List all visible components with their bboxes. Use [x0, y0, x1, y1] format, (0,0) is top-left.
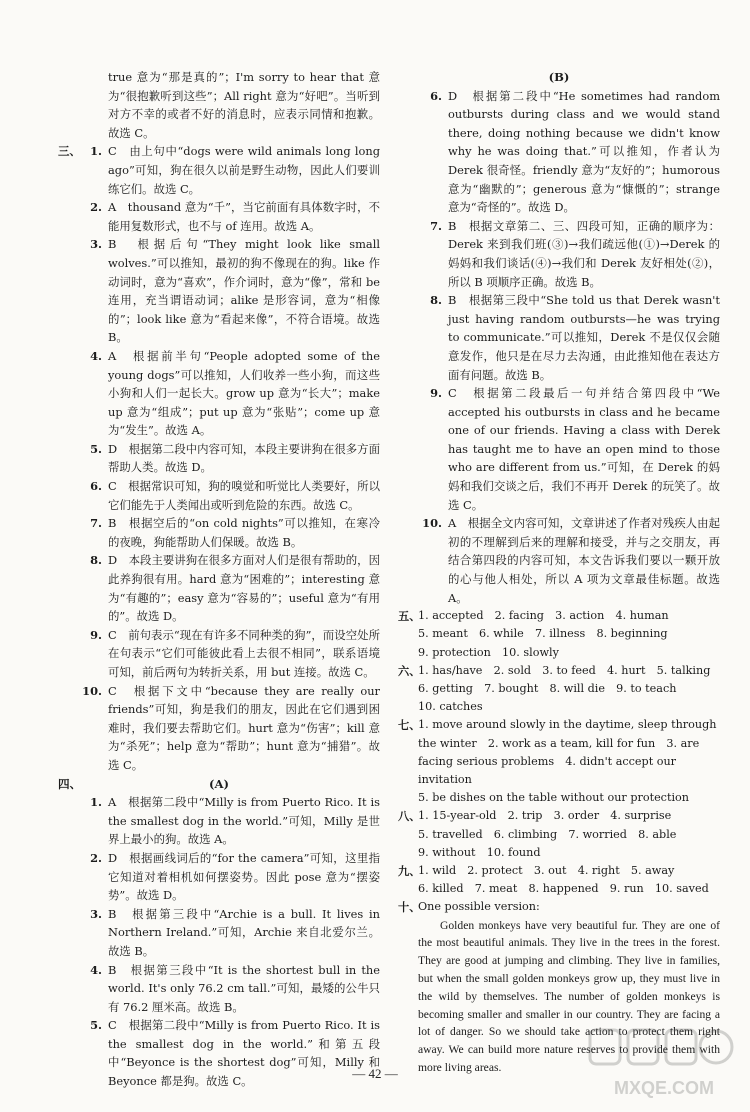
answer-text: C 根据常识可知，狗的嗅觉和听觉比人类要好，所以它们能先于人类闻出或听到危险的东西。故选 C。	[108, 479, 380, 512]
answer-item	[58, 235, 380, 347]
question-number: 5.	[90, 1018, 102, 1033]
passage-label: (B)	[548, 70, 570, 84]
section-number: 三、	[58, 144, 81, 159]
answer-line	[398, 862, 720, 880]
section-number: 九、	[398, 864, 421, 879]
section-number: 十、	[398, 900, 421, 915]
answer-line-text: 10. catches	[418, 700, 483, 714]
answer-line	[398, 789, 720, 807]
answer-line	[398, 753, 720, 789]
answer-text: B 根据第三段中“Archie is a bull. It lives in Northern Ireland.”可知，Archie 来自北爱尔兰。故选 B。	[108, 906, 380, 958]
answer-line-text: 9. without 10. found	[418, 845, 541, 859]
answer-line-text: 1. move around slowly in the daytime, sleep through	[418, 718, 717, 732]
question-number: 9.	[430, 386, 442, 401]
answer-line	[398, 607, 720, 625]
answer-text: C 前句表示“现在有许多不同种类的狗”，而设空处所在句表示“它们可能彼此看上去很不相同”，联系语境可知，前后两句为转折关系，用 but 连接。故选 C。	[108, 627, 380, 679]
section-number: 四、	[58, 776, 82, 791]
passage-heading	[58, 775, 380, 794]
answer-item	[58, 793, 380, 849]
question-number: 1.	[90, 144, 102, 159]
watermark-logo	[584, 1024, 744, 1104]
answer-item	[398, 514, 720, 607]
answer-line	[398, 698, 720, 716]
question-number: 5.	[90, 441, 102, 456]
question-number: 2.	[90, 850, 102, 865]
passage-label: (A)	[209, 776, 229, 791]
answer-line-text: 5. be dishes on the table without our protection	[418, 791, 689, 805]
question-number: 6.	[430, 88, 442, 103]
section-number: 七、	[398, 718, 421, 733]
answer-item	[58, 477, 380, 514]
answer-item	[58, 961, 380, 1017]
passage-heading	[398, 68, 720, 87]
section-number: 六、	[398, 663, 421, 678]
answer-text: B 根据空后的“on cold nights”可以推知，在寒冷的夜晚，狗能帮助人们保暖。故选 B。	[108, 516, 380, 549]
answer-line	[398, 644, 720, 662]
answer-item	[58, 347, 380, 440]
section-number: 五、	[398, 609, 421, 624]
answer-text: D 根据第二段中“He sometimes had random outbursts during class and we would stand there, doing nothing because we didn't know why he was doing that.”可以推知，作者认为 Derek 很奇怪。friendly 意为“友好的”；humorous 意为“幽默的”；generous 意为“慷慨的”；strange 意为“奇怪的”。故选 D。	[448, 88, 720, 215]
sample-essay: Golden monkeys have very beautiful fur. They are one of the most beautiful animals. They live in the trees in the forest. They are good at jumping and climbing. They live in families, but when the small golden monkeys grow up, they must live in the wild by themselves. The number of golden monkeys is becoming smaller and smaller in our country. They are facing a lot of danger. So we should take action to protect them right away. We can build more nature reserves to provide them with more living areas.	[418, 918, 720, 1075]
answer-line-text: 1. accepted 2. facing 3. action 4. human	[418, 609, 669, 623]
answer-line	[398, 735, 720, 753]
answer-item	[398, 384, 720, 514]
answer-text: C 根据第二段中“Milly is from Puerto Rico. It is the smallest dog in the world.”和第五段中“Beyonce is the shortest dog”可知，Milly 和 Beyonce 都是狗。故选 C。	[108, 1018, 380, 1089]
answer-line	[398, 716, 720, 734]
answer-item	[58, 682, 380, 775]
answer-text: D 根据画线词后的“for the camera”可知，这里指它知道对着相机如何摆姿势。因此 pose 意为“摆姿势”。故选 D。	[108, 850, 380, 903]
answer-line	[398, 844, 720, 862]
answer-line	[398, 662, 720, 680]
question-number: 1.	[90, 795, 102, 810]
answer-line	[398, 898, 720, 916]
answer-text: B 根据文章第二、三、四段可知，正确的顺序为：Derek 来到我们班(③)→我们疏远他(①)→Derek 的妈妈和我们谈话(④)→我们和 Derek 友好相处(②)，所以 B 项顺序正确。故选 B。	[448, 218, 720, 289]
answer-text: B 根据第三段中“It is the shortest bull in the world. It's only 76.2 cm tall.”可知，最矮的公牛只有 76.2 厘米高。故选 B。	[108, 962, 380, 1014]
left-column	[58, 68, 380, 1091]
section-number: 八、	[398, 809, 421, 824]
answer-text: A 根据全文内容可知，文章讲述了作者对残疾人由起初的不理解到后来的理解和接受，并与之交朋友，再结合第四段的内容可知，本文告诉我们要以一颗开放的心与他人相处，所以 A 项为文章最佳标题。故选 A。	[448, 516, 720, 605]
answer-item	[398, 87, 720, 217]
answer-text: D 根据第二段中内容可知，本段主要讲狗在很多方面帮助人类。故选 D。	[108, 441, 380, 475]
answer-line-text: 1. has/have 2. sold 3. to feed 4. hurt 5. talking	[418, 663, 711, 677]
watermark-url: MXQE.COM	[613, 1078, 715, 1098]
answer-item	[58, 849, 380, 905]
answer-line-text: One possible version:	[418, 900, 540, 914]
answer-line-text: 1. 15-year-old 2. trip 3. order 4. surprise	[418, 809, 672, 823]
answer-item	[58, 68, 380, 142]
right-column	[398, 68, 720, 1077]
question-number: 3.	[90, 906, 102, 921]
answer-item	[58, 551, 380, 625]
answer-text: B 根据后句“They might look like small wolves.”可以推知，最初的狗不像现在的狗。like 作动词时，意为“喜欢”，作介词时，意为“像”，常和 be 连用，充当谓语动词；alike 是形容词，意为“相像的”；look like 意为“看起来像”，不符合语境。故选 B。	[108, 237, 380, 345]
answer-line	[398, 625, 720, 643]
answer-text: A 根据第二段中“Milly is from Puerto Rico. It is the smallest dog in the world.”可知，Milly 是世界上最小的狗。故选 A。	[108, 795, 380, 847]
answer-item	[58, 905, 380, 961]
answer-line	[398, 880, 720, 898]
answer-line-text: 6. getting 7. bought 8. will die 9. to teach	[418, 682, 677, 696]
page-number: — 42 —	[352, 1066, 398, 1081]
answer-line-text: 6. killed 7. meat 8. happened 9. run 10. saved	[418, 882, 709, 896]
question-number: 7.	[90, 516, 102, 531]
answer-text: A thousand 意为“千”，当它前面有具体数字时，不能用复数形式，也不与 of 连用。故选 A。	[108, 200, 380, 233]
answer-text: C 由上句中“dogs were wild animals long long ago”可知，狗在很久以前是野生动物，因此人们要训练它们。故选 C。	[108, 144, 380, 196]
answer-line-text: 9. protection 10. slowly	[418, 645, 559, 659]
answer-item	[58, 198, 380, 235]
answer-item	[398, 217, 720, 291]
question-number: 10.	[82, 683, 102, 698]
question-number: 3.	[90, 237, 102, 252]
answer-line-text: 5. meant 6. while 7. illness 8. beginning	[418, 627, 668, 641]
answer-item	[58, 514, 380, 551]
answer-line-text: 5. travelled 6. climbing 7. worried 8. able	[418, 827, 677, 841]
answer-line	[398, 807, 720, 825]
answer-text: D 本段主要讲狗在很多方面对人们是很有帮助的，因此养狗很有用。hard 意为“困难的”；interesting 意为“有趣的”；easy 意为“容易的”；useful 意为“有用的”。故选 D。	[108, 553, 380, 624]
question-number: 6.	[90, 479, 102, 494]
answer-item	[58, 440, 380, 477]
answer-item	[398, 291, 720, 384]
answer-line-text: 1. wild 2. protect 3. out 4. right 5. away	[418, 864, 675, 878]
answer-line-text: the winter 2. work as a team, kill for fun 3. are	[418, 736, 700, 750]
answer-line	[398, 826, 720, 844]
question-number: 4.	[90, 962, 102, 977]
question-number: 7.	[430, 218, 442, 233]
question-number: 10.	[422, 516, 442, 531]
answer-text: A 根据前半句“People adopted some of the young dogs”可以推知，人们收养一些小狗，而这些小狗和人们一起长大。grow up 意为“长大”；make up 意为“组成”；put up 意为“张贴”；come up 意为“发生”。故选 A。	[108, 348, 380, 438]
question-number: 9.	[90, 627, 102, 642]
answer-text: true 意为“那是真的”；I'm sorry to hear that 意为“很抱歉听到这些”；All right 意为“好吧”。当听到对方不幸的或者不好的消息时，应表示同情和抱歉。故选 C。	[108, 70, 380, 140]
answer-line-text: facing serious problems 4. didn't accept our invitation	[418, 754, 677, 787]
answer-item	[58, 626, 380, 682]
answer-text: C 根据第二段最后一句并结合第四段中“We accepted his outbursts in class and he became one of our friends. Having a class with Derek has taught me to have an open mind to those who are different from us.”可知，在 Derek 的妈妈和我们交谈之后，我们不再开 Derek 的玩笑了。故选 C。	[448, 386, 720, 512]
question-number: 8.	[430, 293, 442, 308]
answer-text: B 根据第三段中“She told us that Derek wasn't just having random outbursts—he was trying to communicate.”可以推知，Derek 不是仅仅会随意发作，他只是在尽力去沟通，由此推知他在表达方面有问题。故选 B。	[448, 293, 720, 382]
answer-text: C 根据下文中“because they are really our friends”可知，狗是我们的朋友，因此在它们遇到困难时，我们要去帮助它们。hurt 意为“伤害”；kill 意为“杀死”；help 意为“帮助”；hunt 意为“捕猎”。故选 C。	[108, 683, 380, 772]
question-number: 2.	[90, 200, 102, 215]
question-number: 8.	[90, 553, 102, 568]
answer-line	[398, 680, 720, 698]
answer-item	[58, 142, 380, 198]
question-number: 4.	[90, 348, 102, 363]
